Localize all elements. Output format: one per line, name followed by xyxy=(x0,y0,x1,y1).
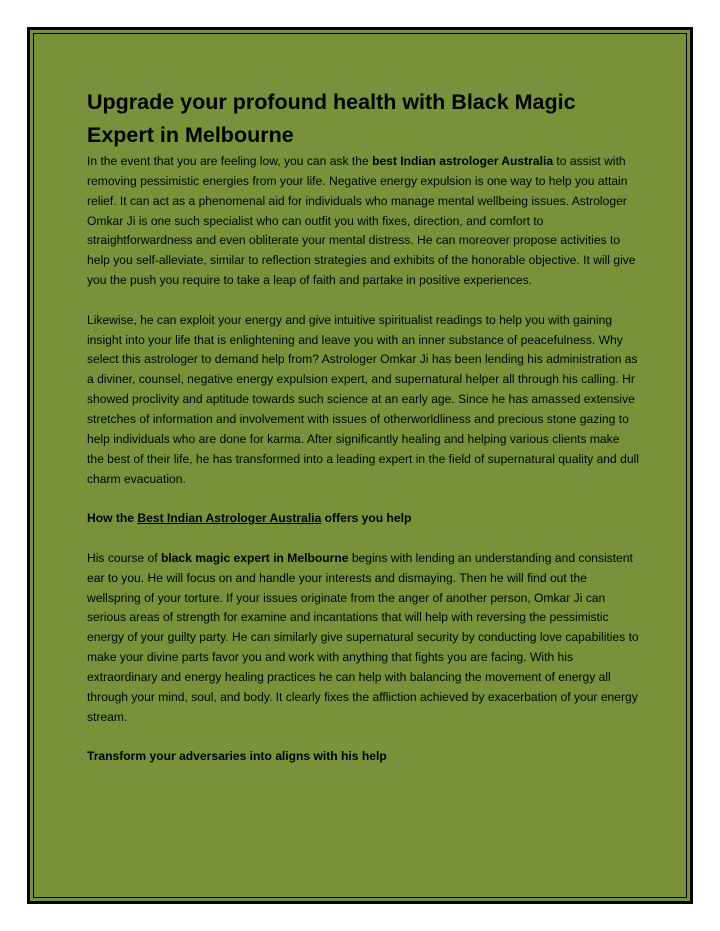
paragraph-about: Likewise, he can exploit your energy and give intuitive spiritualist readings to help you with gaining insight into your life that is enlightening and leave you with an inner substance of peacefulness. Why select this astrologer to demand help from? Astrologer Omkar Ji has been lending his administration as a diviner, counsel, negative energy expulsion expert, and supernatural helper all through his calling. Hr showed proclivity and aptitude towards such science at an early age. Since he has amassed extensive stretches of information and involvement with issues of otherworldliness and precious stone gazing to help individuals who are done for karma. After significantly healing and helping various clients make the best of their life, he has transformed into a leading expert in the field of supernatural quality and dull charm evacuation. xyxy=(87,312,639,486)
paragraph-course-before: His course of xyxy=(87,550,161,565)
section-heading-help-after: offers you help xyxy=(321,511,412,526)
paragraph-intro-after: to assist with removing pessimistic energies from your life. Negative energy expulsion is one way to help you attain relief. It can act as a phenomenal aid for individuals who manage mental wellbeing issues. Astrologer Omkar Ji is one such specialist who can outfit you with fixes, direction, and comfort to straightforwardness and even obliterate your mental distress. He can moreover propose activities to help you self-alleviate, similar to reflection strategies and exhibits of the honorable objective. It will give you the push you require to take a leap of faith and partake in positive experiences. xyxy=(87,154,636,288)
section-heading-transform xyxy=(87,747,639,767)
section-heading-help-before: How the xyxy=(87,511,138,526)
title-line-1: Upgrade your profound health with Black Magic xyxy=(87,90,576,114)
paragraph-gap xyxy=(87,727,639,747)
paragraph-intro xyxy=(87,152,639,291)
page-title xyxy=(87,86,639,152)
keyword-best-indian-astrologer: best Indian astrologer Australia xyxy=(372,154,554,168)
paragraph-gap xyxy=(87,291,639,311)
paragraph-gap xyxy=(87,489,639,509)
paragraph-course-after: begins with lending an understanding and consistent ear to you. He will focus on and handle your interests and dismaying. Then he will find out the wellspring of your torture. If your issues originate from the anger of another person, Omkar Ji can serious areas of strength for examine and incantations that will help with reversing the pessimistic energy of your guilty party. He can similarly give supernatural security by conducting love capabilities to make your divine parts favor you and work with anything that fights you are facing. With his extraordinary and energy healing practices he can help with balancing the movement of energy all through your mind, soul, and body. It clearly fixes the affliction achieved by exacerbation of your energy stream. xyxy=(87,550,639,724)
document-page xyxy=(27,27,693,904)
paragraph-gap xyxy=(87,529,639,549)
best-indian-astrologer-link[interactable]: Best Indian Astrologer Australia xyxy=(137,511,322,526)
document-body xyxy=(87,86,639,767)
keyword-black-magic-expert: black magic expert in Melbourne xyxy=(160,550,349,565)
paragraph-course xyxy=(87,549,639,728)
section-heading-help xyxy=(87,509,639,529)
section-heading-transform-text: Transform your adversaries into aligns with his help xyxy=(87,749,387,764)
paragraph-intro-before: In the event that you are feeling low, you can ask the xyxy=(87,154,373,168)
title-line-2: Expert in Melbourne xyxy=(87,123,294,147)
